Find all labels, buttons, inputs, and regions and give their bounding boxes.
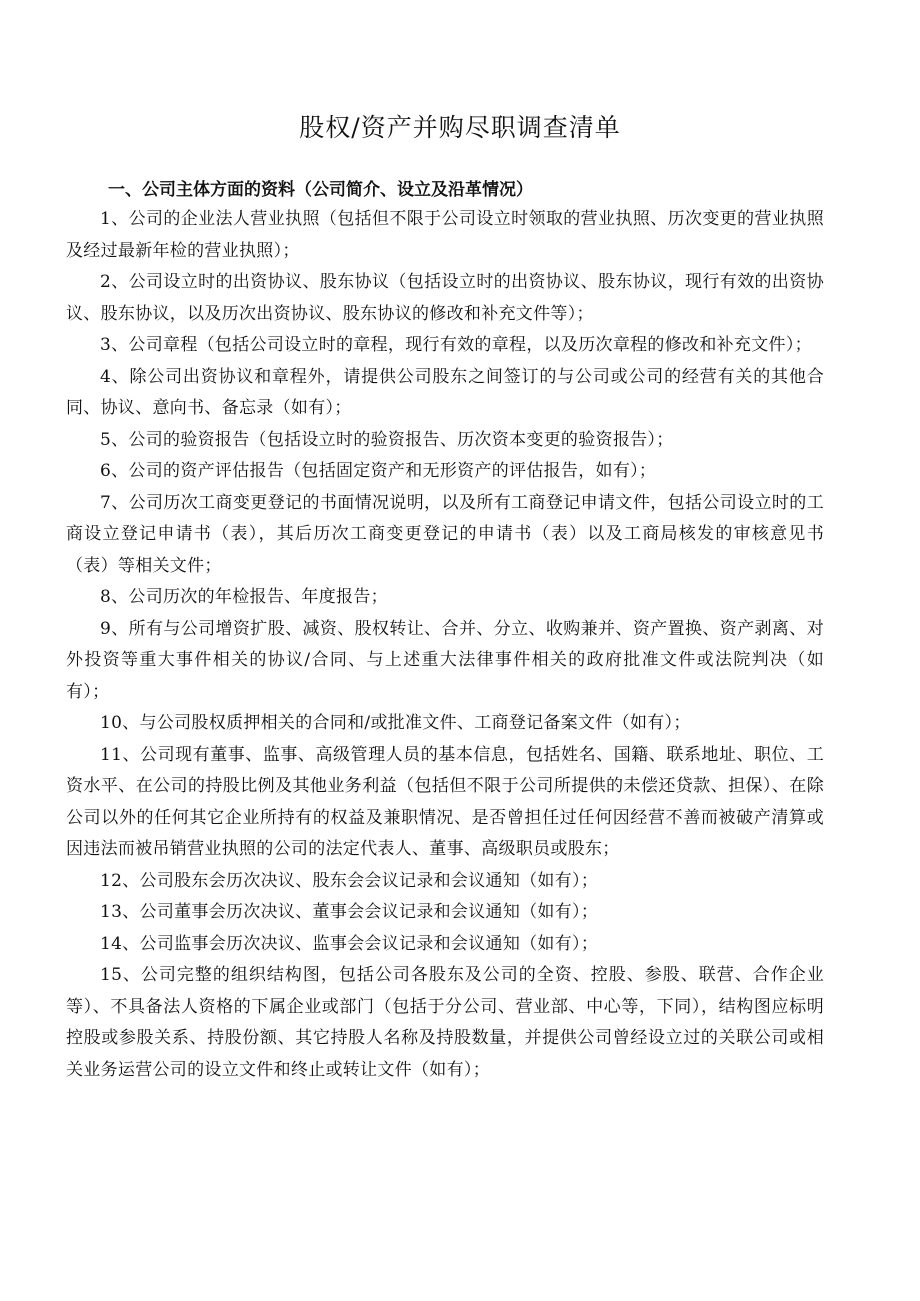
- list-item: 3、公司章程（包括公司设立时的章程，现行有效的章程，以及历次章程的修改和补充文件）；: [100, 335, 812, 355]
- list-item: 9、所有与公司增资扩股、减资、股权转让、合并、分立、收购兼并、资产置换、资产剥离、对外投资等重大事件相关的协议/合同、与上述重大法律事件相关的政府批准文件或法院判决（如有）；: [66, 618, 824, 702]
- page-title: 股权/资产并购尽职调查清单: [299, 113, 621, 142]
- list-item: 2、公司设立时的出资协议、股东协议（包括设立时的出资协议、股东协议，现行有效的出资协议、股东协议，以及历次出资协议、股东协议的修改和补充文件等）；: [66, 272, 824, 324]
- list-item: 14、公司监事会历次决议、监事会会议记录和会议通知（如有）；: [100, 933, 599, 954]
- list-item: 4、除公司出资协议和章程外，请提供公司股东之间签订的与公司或公司的经营有关的其他合同、协议、意向书、备忘录（如有）；: [66, 366, 824, 418]
- list-item: 13、公司董事会历次决议、董事会会议记录和会议通知（如有）；: [100, 902, 599, 922]
- list-item: 15、公司完整的组织结构图，包括公司各股东及公司的全资、控股、参股、联营、合作企业等）、不具备法人资格的下属企业或部门（包括于分公司、营业部、中心等，下同），结构图应标明控股或参股关系、持股份额、其它持股人名称及持股数量，并提供公司曾经设立过的关联公司或相关业务运营公司的设立文件和终止或转让文件（如有）；: [66, 965, 824, 1080]
- list-item: 8、公司历次的年检报告、年度报告；: [100, 587, 388, 607]
- list-item: 1、公司的企业法人营业执照（包括但不限于公司设立时领取的营业执照、历次变更的营业执照及经过最新年检的营业执照）；: [66, 209, 824, 261]
- list-item: 12、公司股东会历次决议、股东会会议记录和会议通知（如有）；: [100, 870, 599, 891]
- list-item: 6、公司的资产评估报告（包括固定资产和无形资产的评估报告，如有）；: [100, 461, 657, 481]
- list-item: 10、与公司股权质押相关的合同和/或批准文件、工商登记备案文件（如有）；: [100, 713, 691, 733]
- list-item: 7、公司历次工商变更登记的书面情况说明，以及所有工商登记申请文件，包括公司设立时的工商设立登记申请书（表），其后历次工商变更登记的申请书（表）以及工商局核发的审核意见书（表）等相关文件；: [66, 492, 824, 576]
- section-heading: 一、公司主体方面的资料（公司简介、设立及沿革情况）: [108, 180, 533, 200]
- item-list: [66, 204, 824, 1086]
- list-item: 11、公司现有董事、监事、高级管理人员的基本信息，包括姓名、国籍、联系地址、职位、工资水平、在公司的持股比例及其他业务利益（包括但不限于公司所提供的未偿还贷款、担保）、在除公司以外的任何其它企业所持有的权益及兼职情况、是否曾担任过任何因经营不善而被破产清算或因违法而被吊销营业执照的公司的法定代表人、董事、高级职员或股东；: [66, 744, 824, 859]
- list-item: 5、公司的验资报告（包括设立时的验资报告、历次资本变更的验资报告）；: [100, 429, 674, 450]
